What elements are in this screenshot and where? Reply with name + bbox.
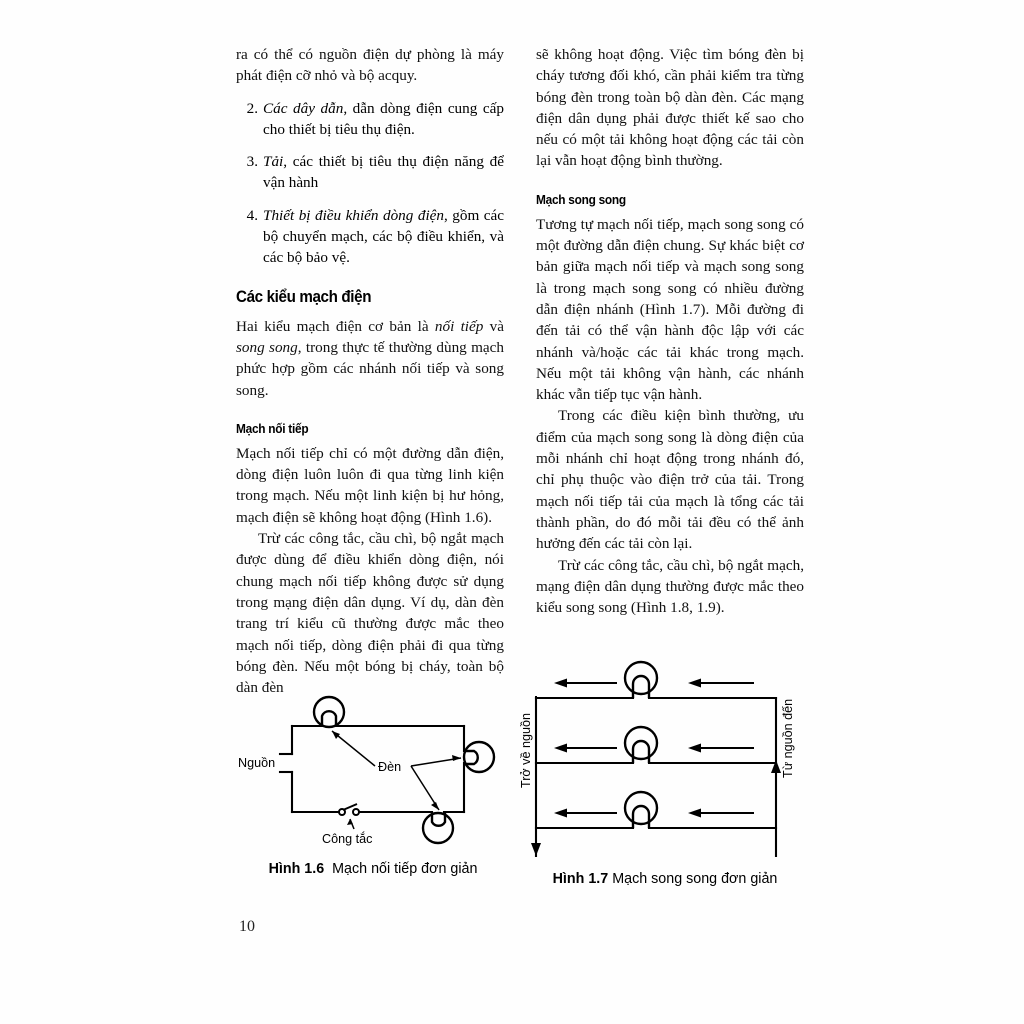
subheading-parallel-circuit: Mạch song song <box>536 191 626 207</box>
bus-flow-arrows <box>536 696 776 846</box>
page-number: 10 <box>239 918 255 935</box>
list-item <box>236 151 504 194</box>
list-item-number: 2. <box>246 99 258 117</box>
label-den: Đèn <box>378 760 402 774</box>
right-text-column <box>536 44 804 618</box>
numbered-list <box>236 98 504 269</box>
label-cong-tac: Công tắc <box>322 832 373 846</box>
label-nguon: Nguồn <box>238 756 276 770</box>
list-item <box>236 205 504 269</box>
paragraph-series-1: Mạch nối tiếp chỉ có một đường dẫn điện, dòng điện luôn luôn đi qua từng linh kiện trong mạch. Nếu một linh kiện bị hư hỏng, mạch điện sẽ không hoạt động (Hình 1.6). <box>236 444 504 526</box>
list-item-text: , các thiết bị tiêu thụ điện năng để vận hành <box>263 153 504 192</box>
leader-arrowheads <box>332 731 461 825</box>
list-item-text: , gồm các bộ chuyển mạch, các bộ điều khiển, và các bộ bảo vệ. <box>263 206 505 267</box>
figure-1-7 <box>514 660 806 900</box>
lamp-branch-3 <box>625 792 657 828</box>
figure-1-7-caption <box>524 871 806 887</box>
list-item-term: Thiết bị điều khiển dòng điện <box>263 206 445 224</box>
flow-arrowheads-left <box>554 679 567 818</box>
subheading-series-circuit: Mạch nối tiếp <box>236 420 309 436</box>
spacer <box>536 207 804 214</box>
text-fragment: Hai kiểu mạch điện cơ bản là <box>236 317 435 335</box>
lamp-branch-1 <box>625 662 657 698</box>
emphasis-song-song: song song <box>236 338 298 356</box>
list-item-number: 4. <box>246 206 258 224</box>
list-item-term: Tải <box>263 153 284 171</box>
leader-to-lamp-top <box>332 731 375 766</box>
figure-1-6-number: Hình 1.6 <box>268 861 325 877</box>
arrow-down-left-bus <box>531 843 541 856</box>
paragraph-circuit-types-intro <box>236 316 504 401</box>
paragraph-parallel-2: Trong các điều kiện bình thường, ưu điểm của mạch song song là dòng điện của mỗi nhánh chỉ hoạt động trong nhánh đó, chỉ phụ thuộc vào điện trở của tải. Trong mạch nối tiếp tải của mạch là tổng các tải thành phần, do đó mỗi tải đều có thể ảnh hưởng đến các tải còn lại. <box>536 407 804 553</box>
figure-1-6-drawing <box>236 688 516 853</box>
paragraph-series-2: Trừ các công tắc, cầu chì, bộ ngắt mạch được dùng để điều khiển dòng điện, nói chung mạch nối tiếp không được sử dụng trong mạng điện dân dụng. Ví dụ, dàn đèn trang trí kiểu cũ thường được mắc theo mạch nối tiếp, dòng điện phải đi qua từng bóng đèn. Nếu một bóng bị cháy, toàn bộ dàn đèn <box>236 530 504 697</box>
figure-1-6-caption <box>230 861 516 877</box>
paragraph-continued-left: ra có thể có nguồn điện dự phòng là máy phát điện cỡ nhỏ và bộ acquy. <box>236 46 504 85</box>
paragraph-parallel-1: Tương tự mạch nối tiếp, mạch song song có một đường dẫn điện chung. Sự khác biệt cơ bản giữa mạch nối tiếp và mạch song song là trong mạch song song có nhiều đường dẫn điện nhánh (Hình 1.7). Mỗi đường đi đến tải có thể vận hành độc lập với các nhánh và/hoặc các tải khác trong mạch. Nếu một tải không vận hành, các nhánh khác vẫn tiếp tục vận hành. <box>536 215 804 404</box>
switch-symbol <box>339 804 359 815</box>
figure-1-6 <box>236 688 516 878</box>
spacer <box>536 172 804 192</box>
lamp-branch-2 <box>625 727 657 763</box>
flow-arrows-left <box>560 683 617 813</box>
figure-1-6-caption-text: Mạch nối tiếp đơn giản <box>332 861 478 877</box>
lamp-top <box>314 697 344 727</box>
flow-arrows-right <box>694 683 754 813</box>
spacer <box>236 401 504 421</box>
figure-1-7-number: Hình 1.7 <box>552 871 609 887</box>
text-fragment: , trong thực tế thường dùng mạch phức hợp gồm các nhánh nối tiếp và song song. <box>236 338 504 399</box>
left-text-column <box>236 44 504 698</box>
list-item-term: Các dây dẫn <box>263 99 344 117</box>
section-heading-circuit-types: Các kiểu mạch điện <box>236 287 372 306</box>
lamp-right <box>464 742 494 772</box>
spacer <box>236 436 504 443</box>
paragraph-continued-right: sẽ không hoạt động. Việc tìm bóng đèn bị cháy tương đối khó, cần phải kiểm tra từng bóng đèn trong toàn bộ dàn đèn. Các mạng điện dân dụng phải được thiết kế sao cho nếu có một tải không hoạt động các tải còn lại vẫn hoạt động bình thường. <box>536 46 804 170</box>
emphasis-noi-tiep: nối tiếp <box>434 317 484 335</box>
label-tro-ve-nguon: Trở về nguồn <box>519 713 533 788</box>
list-item-number: 3. <box>246 153 258 171</box>
label-tu-nguon-den: Từ nguồn đến <box>781 698 795 778</box>
list-item <box>236 98 504 141</box>
figure-1-7-drawing <box>514 660 806 865</box>
spacer <box>236 269 504 288</box>
flow-arrowheads-right <box>688 679 701 818</box>
figure-1-7-caption-text: Mạch song song đơn giản <box>612 871 778 887</box>
paragraph-parallel-3: Trừ các công tắc, cầu chì, bộ ngắt mạch, mạng điện dân dụng thường được mắc theo kiểu song song (Hình 1.8, 1.9). <box>536 556 804 617</box>
list-item-text: , dẫn dòng điện cung cấp cho thiết bị tiêu thụ điện. <box>263 99 504 138</box>
spacer <box>236 307 504 316</box>
lamp-bottom <box>423 812 453 843</box>
text-fragment: và <box>483 317 504 335</box>
